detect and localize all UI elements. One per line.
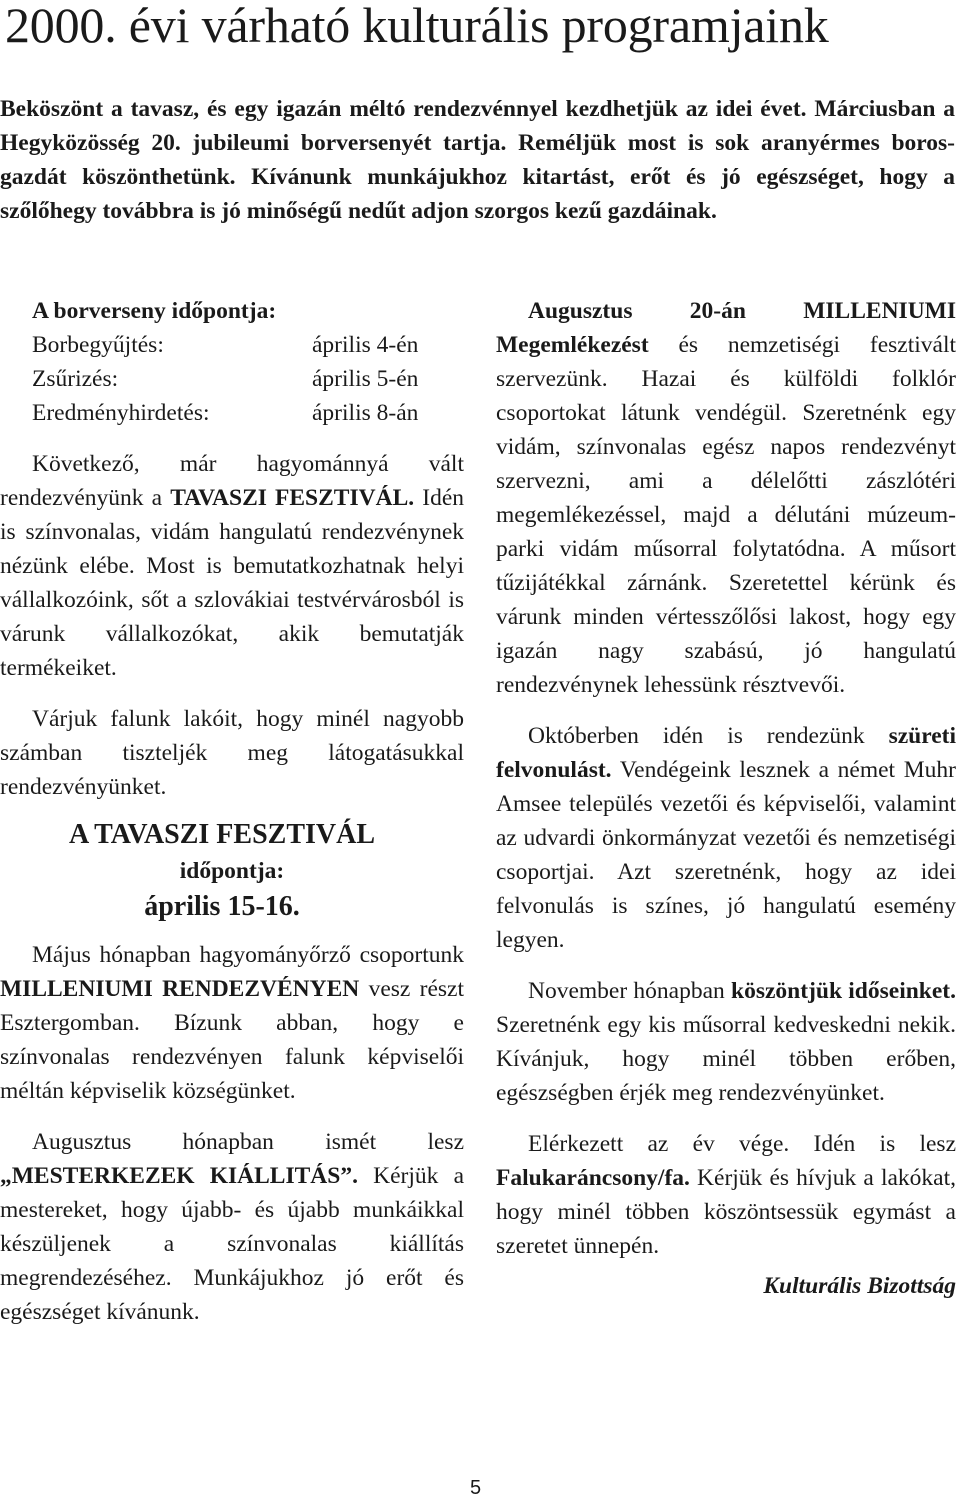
event-name: Augusztus 20-án MILLENIUMI Megemlékezést — [496, 298, 956, 358]
intro-paragraph: Beköszönt a tavasz, és egy igazán méltó rendezvénnyel kezdhetjük az idei évet. Márciusban a Hegyközösség 20. jubileumi borversenyét tartja. Reméljük most is sok aranyérmes boros-gazdát köszönthetünk. Kívánunk munkájukhoz kitartást, erőt és jó egészséget, hogy a szőlőhegy továbbra is jó minőségű nedűt adjon szorgos kezű gazdáinak. — [0, 96, 955, 224]
text-run: vesz részt Esztergomban. Bízunk abban, hogy e színvonalas rendezvényen falunk képviselői méltán képviselik községünket. — [0, 976, 464, 1104]
august-20-paragraph — [496, 294, 956, 702]
event-name: MILLENIUMI RENDEZVÉNYEN — [0, 976, 360, 1002]
invitation-paragraph: Várjuk falunk lakóit, hogy minél nagyobb számban tiszteljék meg látogatásukkal rendezvényünket. — [0, 706, 464, 800]
text-run: Idén is színvonalas, vidám hangulatú rendezvénynek nézünk elébe. Most is bemutatkozhatnak helyi vállalkozóink, sőt a szlovákiai testvérvárosból is várunk vállalkozókat, akik bemutatják termékeiket. — [0, 485, 465, 681]
event-name: szüreti felvonulást. — [496, 723, 956, 783]
schedule-label: Eredményhirdetés: — [32, 400, 210, 426]
august-exhibition-paragraph — [0, 1125, 464, 1329]
festival-subtitle: időpontja: — [179, 858, 285, 884]
festival-announcement — [0, 816, 464, 926]
event-name: Falukaráncsony/fa. — [496, 1165, 690, 1191]
text-run: Kérjük és hívjuk a lakókat, hogy minél többen köszöntsessük egymást a szeretet ünnepén. — [496, 1165, 956, 1259]
text-run: November hónapban — [528, 978, 732, 1004]
festival-paragraph — [0, 447, 464, 685]
text-run: Októberben idén is rendezünk — [528, 723, 889, 749]
text-run: Következő, már hagyománnyá vált rendezvényünk a — [0, 451, 464, 511]
schedule-date: április 4-én — [312, 332, 419, 358]
may-paragraph — [0, 938, 464, 1108]
text-run: Kérjük a mestereket, hogy újabb- és újabb munkáikkal készüljenek a színvonalas kiállítás megrendezéséhez. Munkájukhoz jó erőt és egészséget kívánunk. — [0, 1163, 465, 1325]
text-run: Vendégeink lesznek a német Muhr Amsee település vezetői és képviselői, valamint az udvardi önkormányzat vezetői és nemzetiségi csoportjai. Azt szeretnénk, hogy az idei felvonulás is színes, jó hangulatú esemény legyen. — [496, 757, 956, 953]
schedule-date: április 8-án — [312, 400, 419, 426]
text-run: Elérkezett az év vége. Idén is lesz — [528, 1131, 956, 1157]
page-number: 5 — [470, 1477, 482, 1499]
event-name: köszöntjük időseinket. — [731, 978, 956, 1004]
december-paragraph — [496, 1127, 956, 1263]
schedule-date: április 5-én — [312, 366, 419, 392]
text-run: Augusztus hónapban ismét lesz — [32, 1129, 464, 1155]
schedule-label: Borbegyűjtés: — [32, 332, 164, 358]
text-run: Május hónapban hagyományőrző csoportunk — [32, 942, 464, 968]
signature: Kulturális Bizottság — [763, 1273, 956, 1299]
page-title: 2000. évi várható kulturális programjaink — [5, 0, 829, 53]
text-run: és nemzetiségi fesztivált szervezünk. Hazai és külföldi folklór csoportokat látunk vendégül. Szeretnénk egy vidám, színvonalas egész napos rendezvényt szervezni, ami a délelőtti zászlótéri megemlékezéssel, majd a délutáni múzeum-parki vidám műsorral folytatódna. A műsort tűzijátékkal zárnánk. Szeretettel kérünk és várunk minden vértesszőlősi lakost, hogy egy igazán nagy szabású, jó hangulatú rendezvénynek lehessünk résztvevői. — [496, 332, 956, 698]
festival-name: TAVASZI FESZTIVÁL. — [170, 485, 415, 511]
schedule-table — [0, 328, 464, 430]
festival-title: A TAVASZI FESZTIVÁL — [68, 819, 376, 850]
schedule-heading: A borverseny időpontja: — [32, 298, 277, 324]
exhibition-name: „MESTERKEZEK KIÁLLITÁS”. — [0, 1163, 358, 1189]
text-run: Szeretnénk egy kis műsorral kedveskedni nekik. Kívánjuk, hogy minél többen erőben, egészségben érjék meg rendezvényünket. — [496, 1012, 956, 1106]
november-paragraph — [496, 974, 956, 1110]
festival-date: április 15-16. — [144, 891, 300, 922]
october-paragraph — [496, 719, 956, 957]
left-column — [0, 294, 464, 1329]
right-column — [496, 294, 956, 1303]
schedule-label: Zsűrizés: — [32, 366, 119, 392]
